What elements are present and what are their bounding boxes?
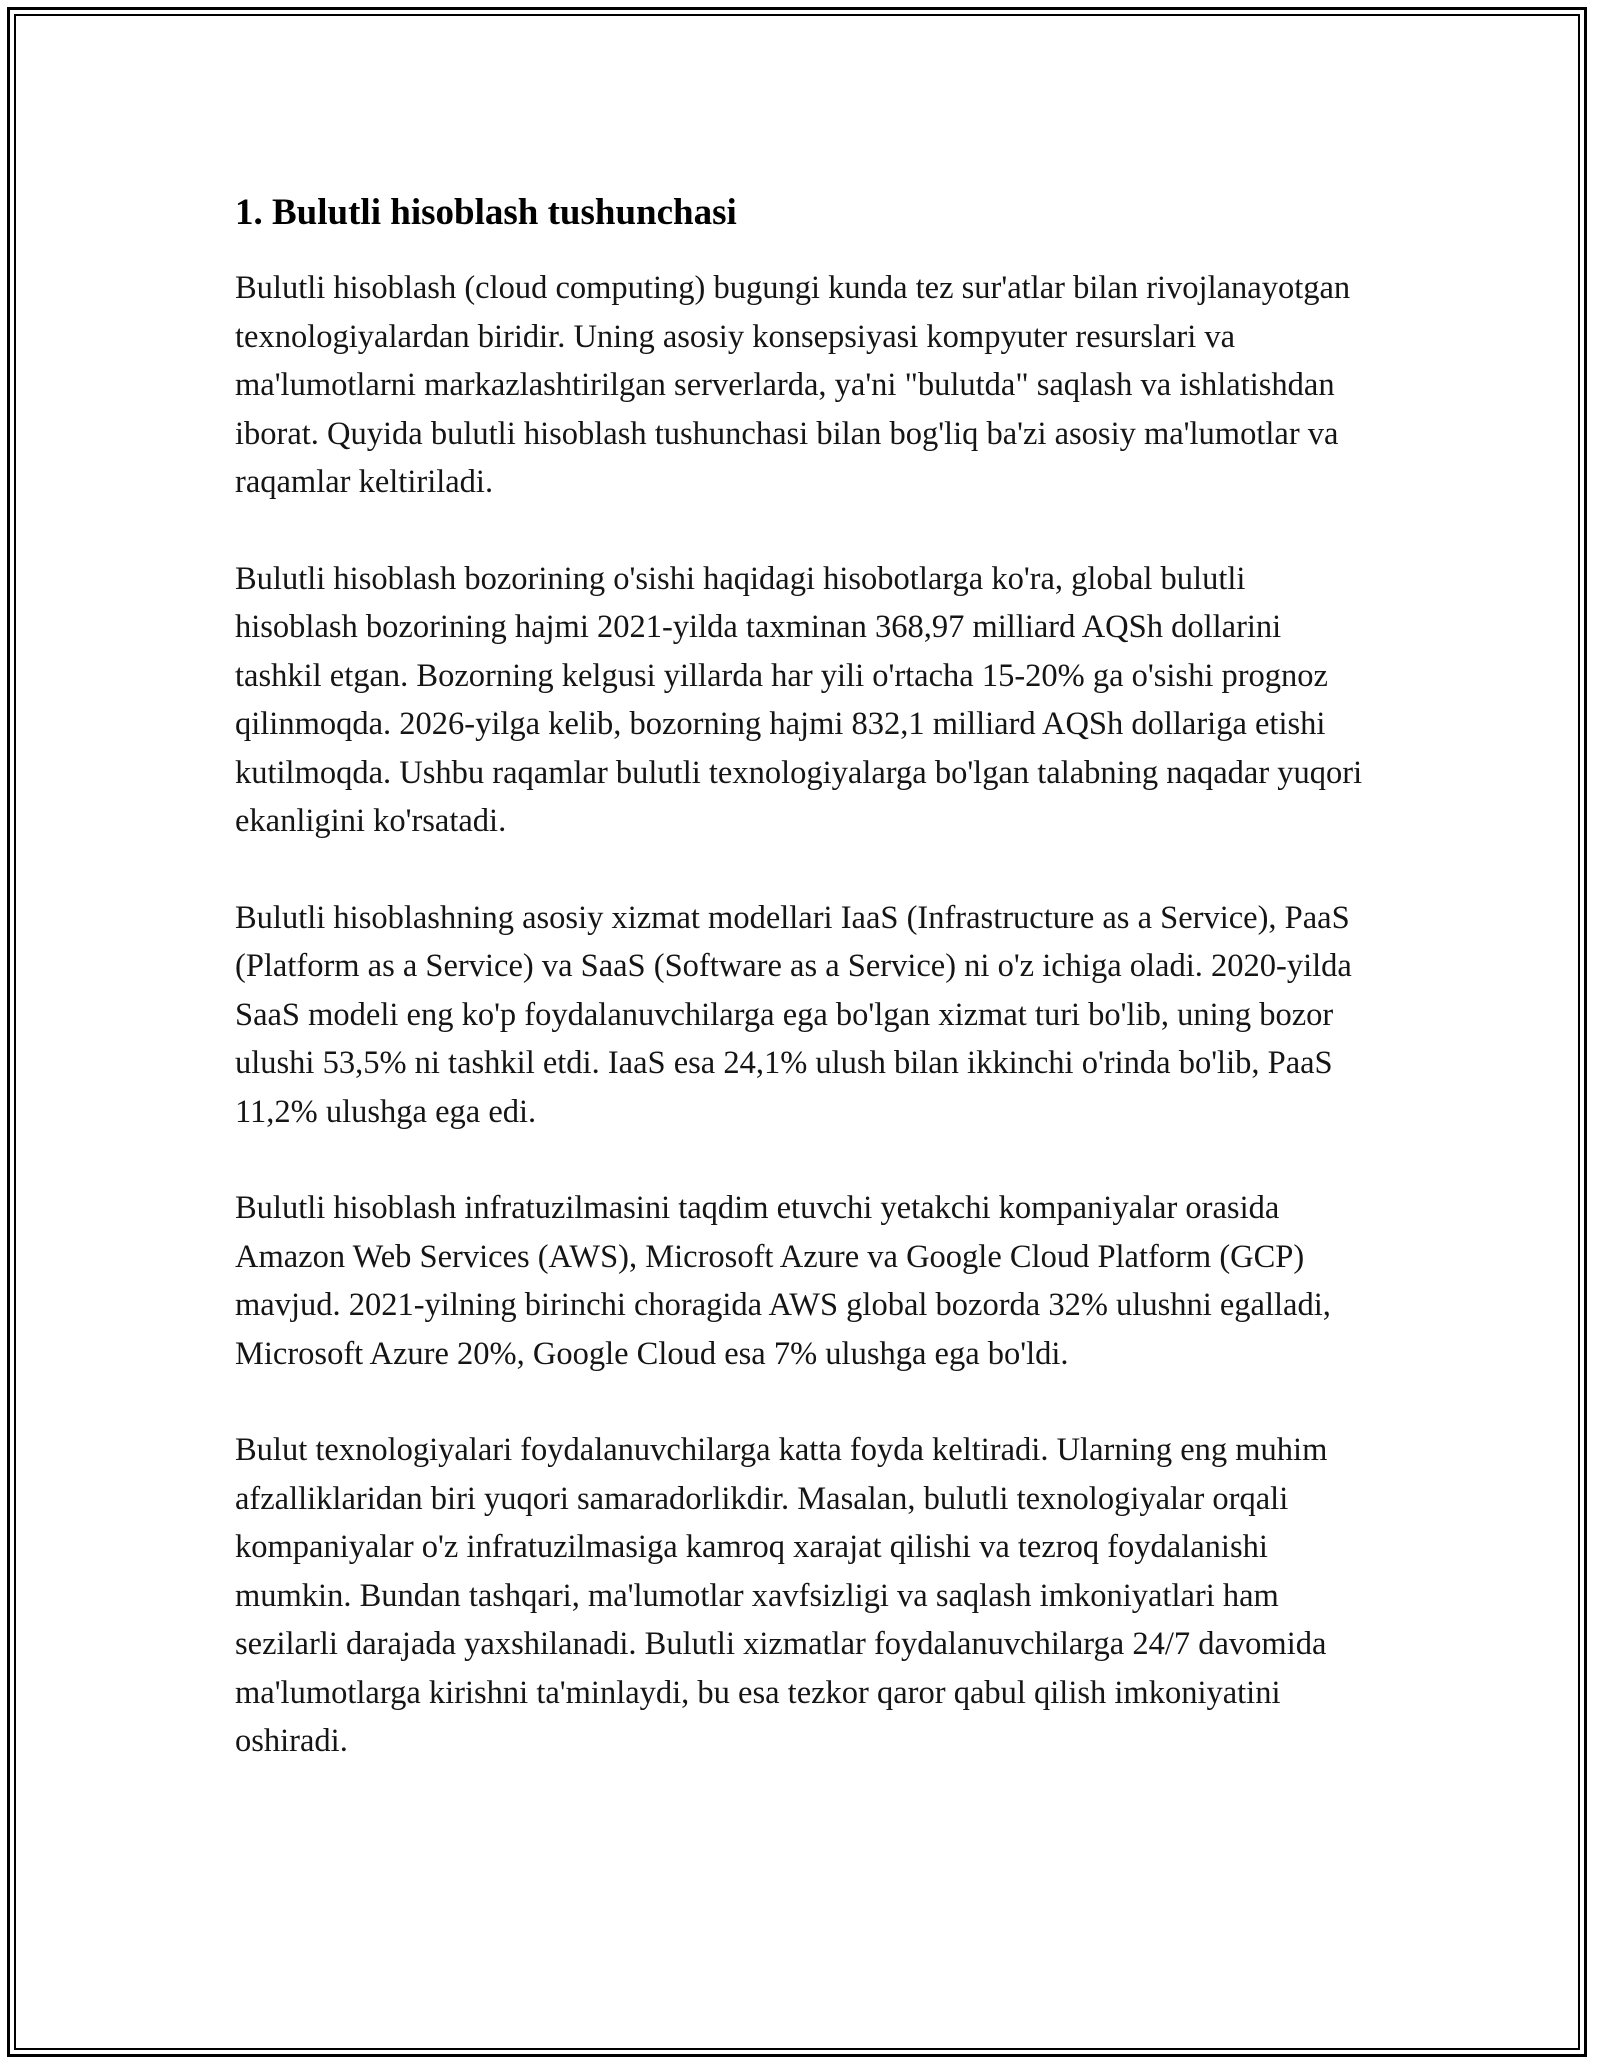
document-body <box>235 186 1375 1814</box>
paragraph-market-growth: Bulutli hisoblash bozorining o'sishi haqidagi hisobotlarga ko'ra, global bulutli hisoblash bozorining hajmi 2021-yilda taxminan 368,97 milliard AQSh dollarini tashkil etgan. Bozorning kelgusi yillarda har yili o'rtacha 15-20% ga o'sishi prognoz qilinmoqda. 2026-yilga kelib, bozorning hajmi 832,1 milliard AQSh dollariga etishi kutilmoqda. Ushbu raqamlar bulutli texnologiyalarga bo'lgan talabning naqadar yuqori ekanligini ko'rsatadi. <box>235 560 1363 839</box>
paragraph-benefits: Bulut texnologiyalari foydalanuvchilarga katta foyda keltiradi. Ularning eng muhim afzalliklaridan biri yuqori samaradorlikdir. Masalan, bulutli texnologiyalar orqali kompaniyalar o'z infratuzilmasiga kamroq xarajat qilishi va tezroq foydalanishi mumkin. Bundan tashqari, ma'lumotlar xavfsizligi va saqlash imkoniyatlari ham sezilarli darajada yaxshilanadi. Bulutli xizmatlar foydalanuvchilarga 24/7 davomida ma'lumotlarga kirishni ta'minlaydi, bu esa tezkor qaror qabul qilish imkoniyatini oshiradi. <box>235 1432 1328 1759</box>
paragraph-intro: Bulutli hisoblash (cloud computing) bugungi kunda tez sur'atlar bilan rivojlanayotgan texnologiyalardan biridir. Uning asosiy konsepsiyasi kompyuter resurslari va ma'lumotlarni markazlashtirilgan serverlarda, ya'ni "bulutda" saqlash va ishlatishdan iborat. Quyida bulutli hisoblash tushunchasi bilan bog'liq ba'zi asosiy ma'lumotlar va raqamlar keltiriladi. <box>235 270 1351 500</box>
paragraph-providers: Bulutli hisoblash infratuzilmasini taqdim etuvchi yetakchi kompaniyalar orasida Amazon Web Services (AWS), Microsoft Azure va Google Cloud Platform (GCP) mavjud. 2021-yilning birinchi choragida AWS global bozorda 32% ulushni egalladi, Microsoft Azure 20%, Google Cloud esa 7% ulushga ega bo'ldi. <box>235 1190 1331 1372</box>
section-heading: 1. Bulutli hisoblash tushunchasi <box>235 192 737 233</box>
paragraph-service-models: Bulutli hisoblashning asosiy xizmat modellari IaaS (Infrastructure as a Service), PaaS (Platform as a Service) va SaaS (Software as a Service) ni o'z ichiga oladi. 2020-yilda SaaS modeli eng ko'p foydalanuvchilarga ega bo'lgan xizmat turi bo'lib, uning bozor ulushi 53,5% ni tashkil etdi. IaaS esa 24,1% ulush bilan ikkinchi o'rinda bo'lib, PaaS 11,2% ulushga ega edi. <box>235 899 1352 1130</box>
